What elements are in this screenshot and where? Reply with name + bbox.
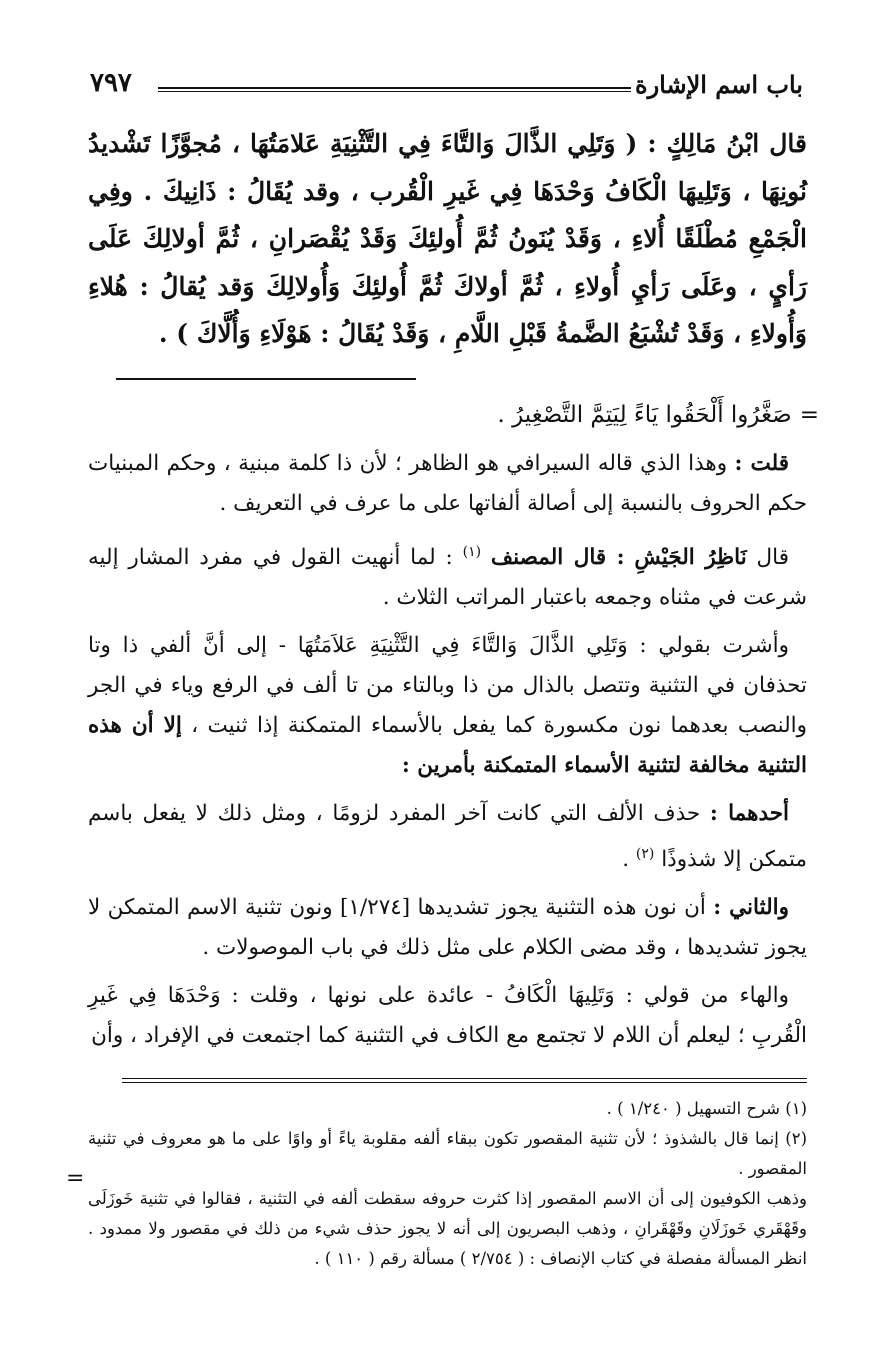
paragraph-1 <box>88 444 807 524</box>
p3-bold: إلا أن هذه التثنية مخالفة لتثنية الأسماء المتمكنة بأمرين : <box>88 713 807 779</box>
p4-end: . <box>622 847 630 873</box>
page-number: ٧٩٧ <box>90 68 132 98</box>
continuation-marker: = <box>799 402 819 428</box>
p5-text: أن نون هذه التثنية يجوز تشديدها [١/٢٧٤] ونون تثنية الاسم المتمكن لا يجوز تشديدها ، وقد مضى الكلام على مثل ذلك في باب الموصولات . <box>88 895 807 961</box>
book-page <box>66 0 819 1355</box>
paragraph-5 <box>88 888 807 968</box>
p4-label: أحدهما : <box>709 801 789 827</box>
p5-label: والثاني : <box>713 895 789 921</box>
continuation-marker-end: = <box>66 1166 85 1191</box>
paragraph-6 <box>88 976 807 1056</box>
p2-label: : قال المصنف <box>490 545 625 571</box>
p1-text: وهذا الذي قاله السيرافي هو الظاهر ؛ لأن ذا كلمة مبنية ، وحكم المبنيات حكم الحروف بالنسبة إلى أصالة ألفاتها على ما عرف في التعريف . <box>88 451 807 516</box>
footnote-ref-2[interactable]: (٢) <box>635 846 655 863</box>
p6-text: والهاء من قولي : وَتَلِيهَا الْكَافُ - عائدة على نونها ، وقلت : وَحْدَهَا فِي غَيرِ الْقُربِ ؛ ليعلم أن اللام لا تجتمع مع الكاف في التثنية كما اجتمعت في الإفراد ، وأن <box>88 983 807 1049</box>
p2-text: : لما أنهيت القول في مفرد المشار إليه شرعت في مثناه وجمعه باعتبار المراتب الثلاث . <box>88 545 807 611</box>
p1-label: قلت : <box>734 451 789 476</box>
footnotes <box>88 1094 807 1274</box>
matn-body: : ( وَتَلِي الذَّالَ وَالتَّاءَ فِي التَّثْنِيَةِ عَلامَتُهَا ، مُجوَّزًا تَشْديدُ نُونِهَا ، وَتَلِيهَا الْكَافُ وَحْدَهَا فِي غَيرِ الْقُرب ، وقد يُقَالُ : ذَانِيكَ . وفِي الْجَمْعِ مُطْلَقًا أُلاءِ ، وَقَدْ يُنَونُ ثُمَّ أُولئِكَ وَقَدْ يُقْصَرانِ ، ثُمَّ أولالِكَ عَلَى رَأيٍ ، وعَلَى رَأيِ أُولاءِ ، ثُمَّ أولاكَ ثُمَّ أُولئِكَ وَأُولالِكَ وَقد يُقالُ : هُلاءِ وَأُولاءِ ، وَقَدْ تُشْبَعُ الضَّمةُ قَبْلِ اللَّامِ ، وَقَدْ يُقَالُ : هَوْلَاءِ وَأُلَّاكَ ) . <box>88 129 807 348</box>
footnote-3: وذهب الكوفيون إلى أن الاسم المقصور إذا كثرت حروفه سقطت ألفه في التثنية ، فقالوا في تثنية خَوزَلَى وقَهْقَري خَوزَلَانِ وقَهْقَرانِ ، وذهب البصريون إلى أنه لا يجوز حذف شيء من ذلك في مقصور ولا ممدود . انظر المسألة مفصلة في كتاب الإنصاف : ( ٢/٧٥٤ ) مسألة رقم ( ١١٠ ) . <box>88 1189 807 1268</box>
matn-text <box>88 120 807 358</box>
continued-note <box>88 398 819 432</box>
continuation-text: صَغَّرُوا أَلْحَقُوا يَاءً لِيَتِمَّ التَّصْغِيرُ . <box>497 402 792 428</box>
p3-text: وأشرت بقولي : وَتَلِي الذَّالَ وَالتَّاءَ فِي التَّثْنِيَةِ عَلاَمَتُهَا - إلى أنَّ ألفي ذا وتا تحذفان في التثنية وتتصل بالذال من ذا وبالتاء من تا ألف في الرفع وياء في الجر والنصب بعدهما نون مكسورة كما يفعل بالأسماء المتمكنة إذا ثنيت ، <box>88 633 807 739</box>
footnote-ref-1[interactable]: (١) <box>462 544 482 560</box>
page-header <box>88 64 807 104</box>
footnote-separator <box>122 1078 807 1086</box>
matn-author: ابْنُ مَالِكٍ <box>666 129 760 158</box>
header-rule <box>158 87 631 92</box>
commentary <box>88 444 807 1064</box>
paragraph-3 <box>88 626 807 786</box>
footnote-1: (١) شرح التسهيل ( ١/٢٤٠ ) . <box>606 1099 807 1118</box>
matn-intro: قال <box>769 129 807 158</box>
p2-intro: قال <box>756 545 789 571</box>
chapter-title: باب اسم الإشارة <box>635 70 803 99</box>
p2-author: نَاظِرُ الجَيْشِ <box>634 545 747 571</box>
matn-separator <box>116 378 416 380</box>
p4-text: حذف الألف التي كانت آخر المفرد لزومًا ، ومثل ذلك لا يفعل باسم متمكن إلا شذوذًا <box>88 801 807 873</box>
paragraph-2 <box>88 532 807 618</box>
footnote-2: (٢) إنما قال بالشذوذ ؛ لأن تثنية المقصور تكون ببقاء ألفه مقلوبة ياءً أو واوًا على ما هو معروف في تثنية المقصور . <box>88 1129 807 1178</box>
paragraph-4 <box>88 794 807 880</box>
